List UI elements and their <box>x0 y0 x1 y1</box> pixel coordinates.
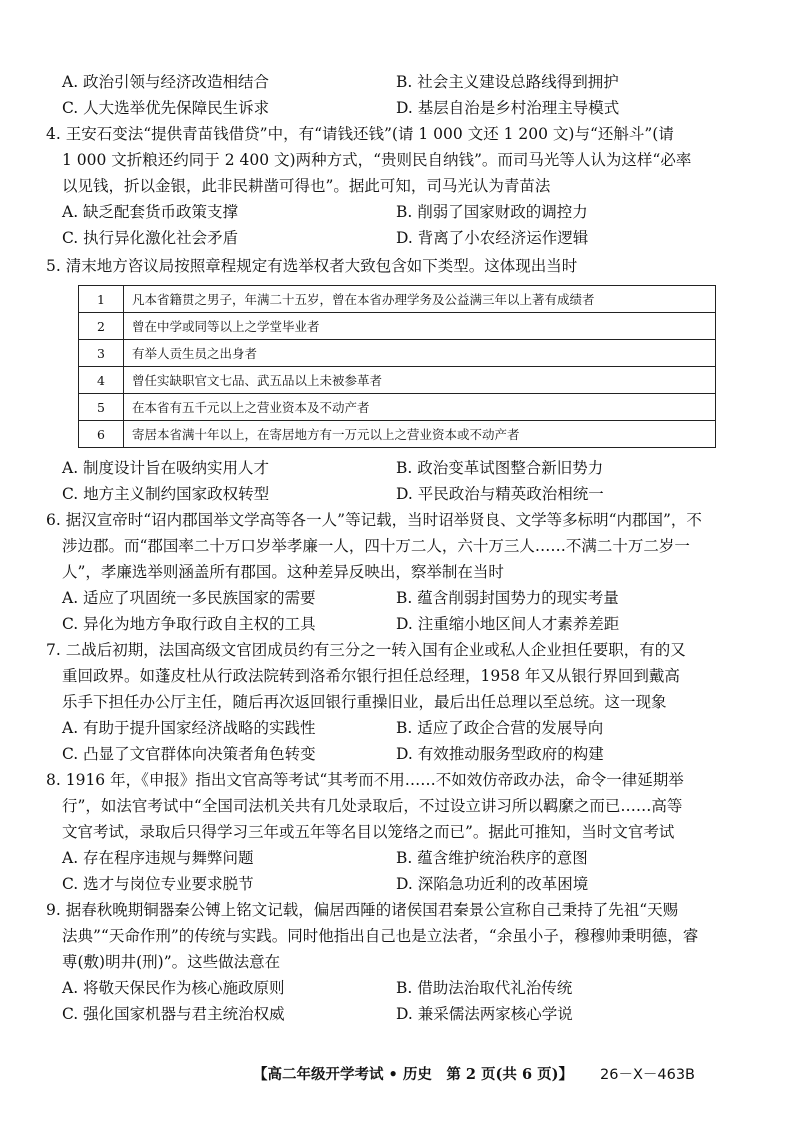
q9-option-c: C. 强化国家机器与君主统治权威 <box>62 1005 285 1023</box>
q4-option-d: D. 背离了小农经济运作逻辑 <box>396 229 589 247</box>
q5-stem: 5. 清末地方咨议局按照章程规定有选举权者大致包含如下类型。这体现出当时 <box>46 257 578 275</box>
q4-option-b: B. 削弱了国家财政的调控力 <box>396 203 588 221</box>
q8-stem-line-2: 行”，如法官考试中“全国司法机关共有几处录取后，不过设立讲习所以羁縻之而已……高等 <box>62 797 683 815</box>
q5-option-b: B. 政治变革试图整合新旧势力 <box>396 459 604 477</box>
q7-option-c: C. 凸显了文官群体向决策者角色转变 <box>62 745 316 763</box>
q9-stem-line-1: 9. 据春秋晚期铜器秦公镈上铭文记载，偏居西陲的诸侯国君秦景公宣称自己秉持了先祖“天赐 <box>46 901 679 919</box>
row-text: 在本省有五千元以上之营业资本及不动产者 <box>124 394 716 421</box>
q9-option-b: B. 借助法治取代礼治传统 <box>396 979 573 997</box>
q5-option-c: C. 地方主义制约国家政权转型 <box>62 485 270 503</box>
q6-stem-line-3: 人”，孝廉选举则涵盖所有郡国。这种差异反映出，察举制在当时 <box>62 563 504 581</box>
table-row <box>79 421 716 448</box>
q5-option-d: D. 平民政治与精英政治相统一 <box>396 485 604 503</box>
q8-stem-line-3: 文官考试，录取后只得学习三年或五年等名目以笼络之而已”。据此可推知，当时文官考试 <box>62 823 675 841</box>
q4-stem-line-3: 以见钱，折以金银，此非民耕凿可得也”。据此可知，司马光认为青苗法 <box>62 177 551 195</box>
q6-stem-line-2: 涉边郡。而“郡国率二十万口岁举孝廉一人，四十万二人，六十万三人……不满二十万二岁一 <box>62 537 690 555</box>
q8-option-a: A. 存在程序违规与舞弊问题 <box>62 849 254 867</box>
q7-stem-line-1: 7. 二战后初期，法国高级文官团成员约有三分之一转入国有企业或私人企业担任要职，有的又 <box>46 641 686 659</box>
q4-option-c: C. 执行异化激化社会矛盾 <box>62 229 239 247</box>
row-text: 曾在中学或同等以上之学堂毕业者 <box>124 313 716 340</box>
q3-option-d: D. 基层自治是乡村治理主导模式 <box>396 99 620 117</box>
q7-option-d: D. 有效推动服务型政府的构建 <box>396 745 604 763</box>
q8-stem-line-1: 8. 1916 年，《申报》指出文官高等考试“其考而不用……不如效仿帝政办法，命令一律延期举 <box>46 771 684 789</box>
q7-option-a: A. 有助于提升国家经济战略的实践性 <box>62 719 316 737</box>
q7-stem-line-3: 乐手下担任办公厅主任，随后再次返回银行重操旧业，最后出任总理以至总统。这一现象 <box>62 693 667 711</box>
row-number: 2 <box>79 313 124 340</box>
q3-option-b: B. 社会主义建设总路线得到拥护 <box>396 73 619 91</box>
row-number: 4 <box>79 367 124 394</box>
q9-option-d: D. 兼采儒法两家核心学说 <box>396 1005 573 1023</box>
q6-option-d: D. 注重缩小地区间人才素养差距 <box>396 615 620 633</box>
q6-option-a: A. 适应了巩固统一多民族国家的需要 <box>62 589 316 607</box>
row-text: 寄居本省满十年以上，在寄居地方有一万元以上之营业资本或不动产者 <box>124 421 716 448</box>
row-number: 1 <box>79 286 124 313</box>
row-text: 有举人贡生员之出身者 <box>124 340 716 367</box>
row-text: 凡本省籍贯之男子，年满二十五岁，曾在本省办理学务及公益满三年以上著有成绩者 <box>124 286 716 313</box>
q7-stem-line-2: 重回政界。如蓬皮杜从行政法院转到洛希尔银行担任总经理，1958 年又从银行界回到戴高 <box>62 667 680 685</box>
row-number: 3 <box>79 340 124 367</box>
q5-option-a: A. 制度设计旨在吸纳实用人才 <box>62 459 270 477</box>
q8-option-b: B. 蕴含维护统治秩序的意图 <box>396 849 588 867</box>
paper-code: 26－X－463B <box>600 1067 696 1083</box>
q5-table <box>78 285 716 448</box>
table-row <box>79 286 716 313</box>
row-number: 5 <box>79 394 124 421</box>
table-row <box>79 394 716 421</box>
row-text: 曾任实缺职官文七品、武五品以上未被参革者 <box>124 367 716 394</box>
q4-stem-line-1: 4. 王安石变法“提供青苗钱借贷”中，有“请钱还钱”(请 1 000 文还 1 200 文)与“还斛斗”(请 <box>46 125 674 143</box>
q7-option-b: B. 适应了政企合营的发展导向 <box>396 719 604 737</box>
q6-stem-line-1: 6. 据汉宣帝时“诏内郡国举文学高等各一人”等记载，当时诏举贤良、文学等多标明“内郡国”，不 <box>46 511 702 529</box>
q6-option-b: B. 蕴含削弱封国势力的现实考量 <box>396 589 619 607</box>
page-footer-info: 【高二年级开学考试 • 历史 第 2 页(共 6 页)】 <box>253 1066 573 1083</box>
table-row <box>79 340 716 367</box>
q9-option-a: A. 将敬天保民作为核心施政原则 <box>62 979 285 997</box>
q3-option-a: A. 政治引领与经济改造相结合 <box>62 73 270 91</box>
q6-option-c: C. 异化为地方争取行政自主权的工具 <box>62 615 316 633</box>
q8-option-d: D. 深陷急功近利的改革困境 <box>396 875 589 893</box>
row-number: 6 <box>79 421 124 448</box>
q9-stem-line-2: 法典”“天命作刑”的传统与实践。同时他指出自己也是立法者，“余虽小子，穆穆帅秉明德，睿 <box>62 927 699 945</box>
q4-option-a: A. 缺乏配套货币政策支撑 <box>62 203 239 221</box>
q9-stem-line-3: 尃(敷)明井(刑)”。这些做法意在 <box>62 953 281 971</box>
table-row <box>79 313 716 340</box>
q3-option-c: C. 人大选举优先保障民生诉求 <box>62 99 270 117</box>
q8-option-c: C. 选才与岗位专业要求脱节 <box>62 875 254 893</box>
q4-stem-line-2: 1 000 文折粮还约同于 2 400 文)两种方式，“贵则民自纳钱”。而司马光等人认为这样“必率 <box>62 151 692 169</box>
table-row <box>79 367 716 394</box>
